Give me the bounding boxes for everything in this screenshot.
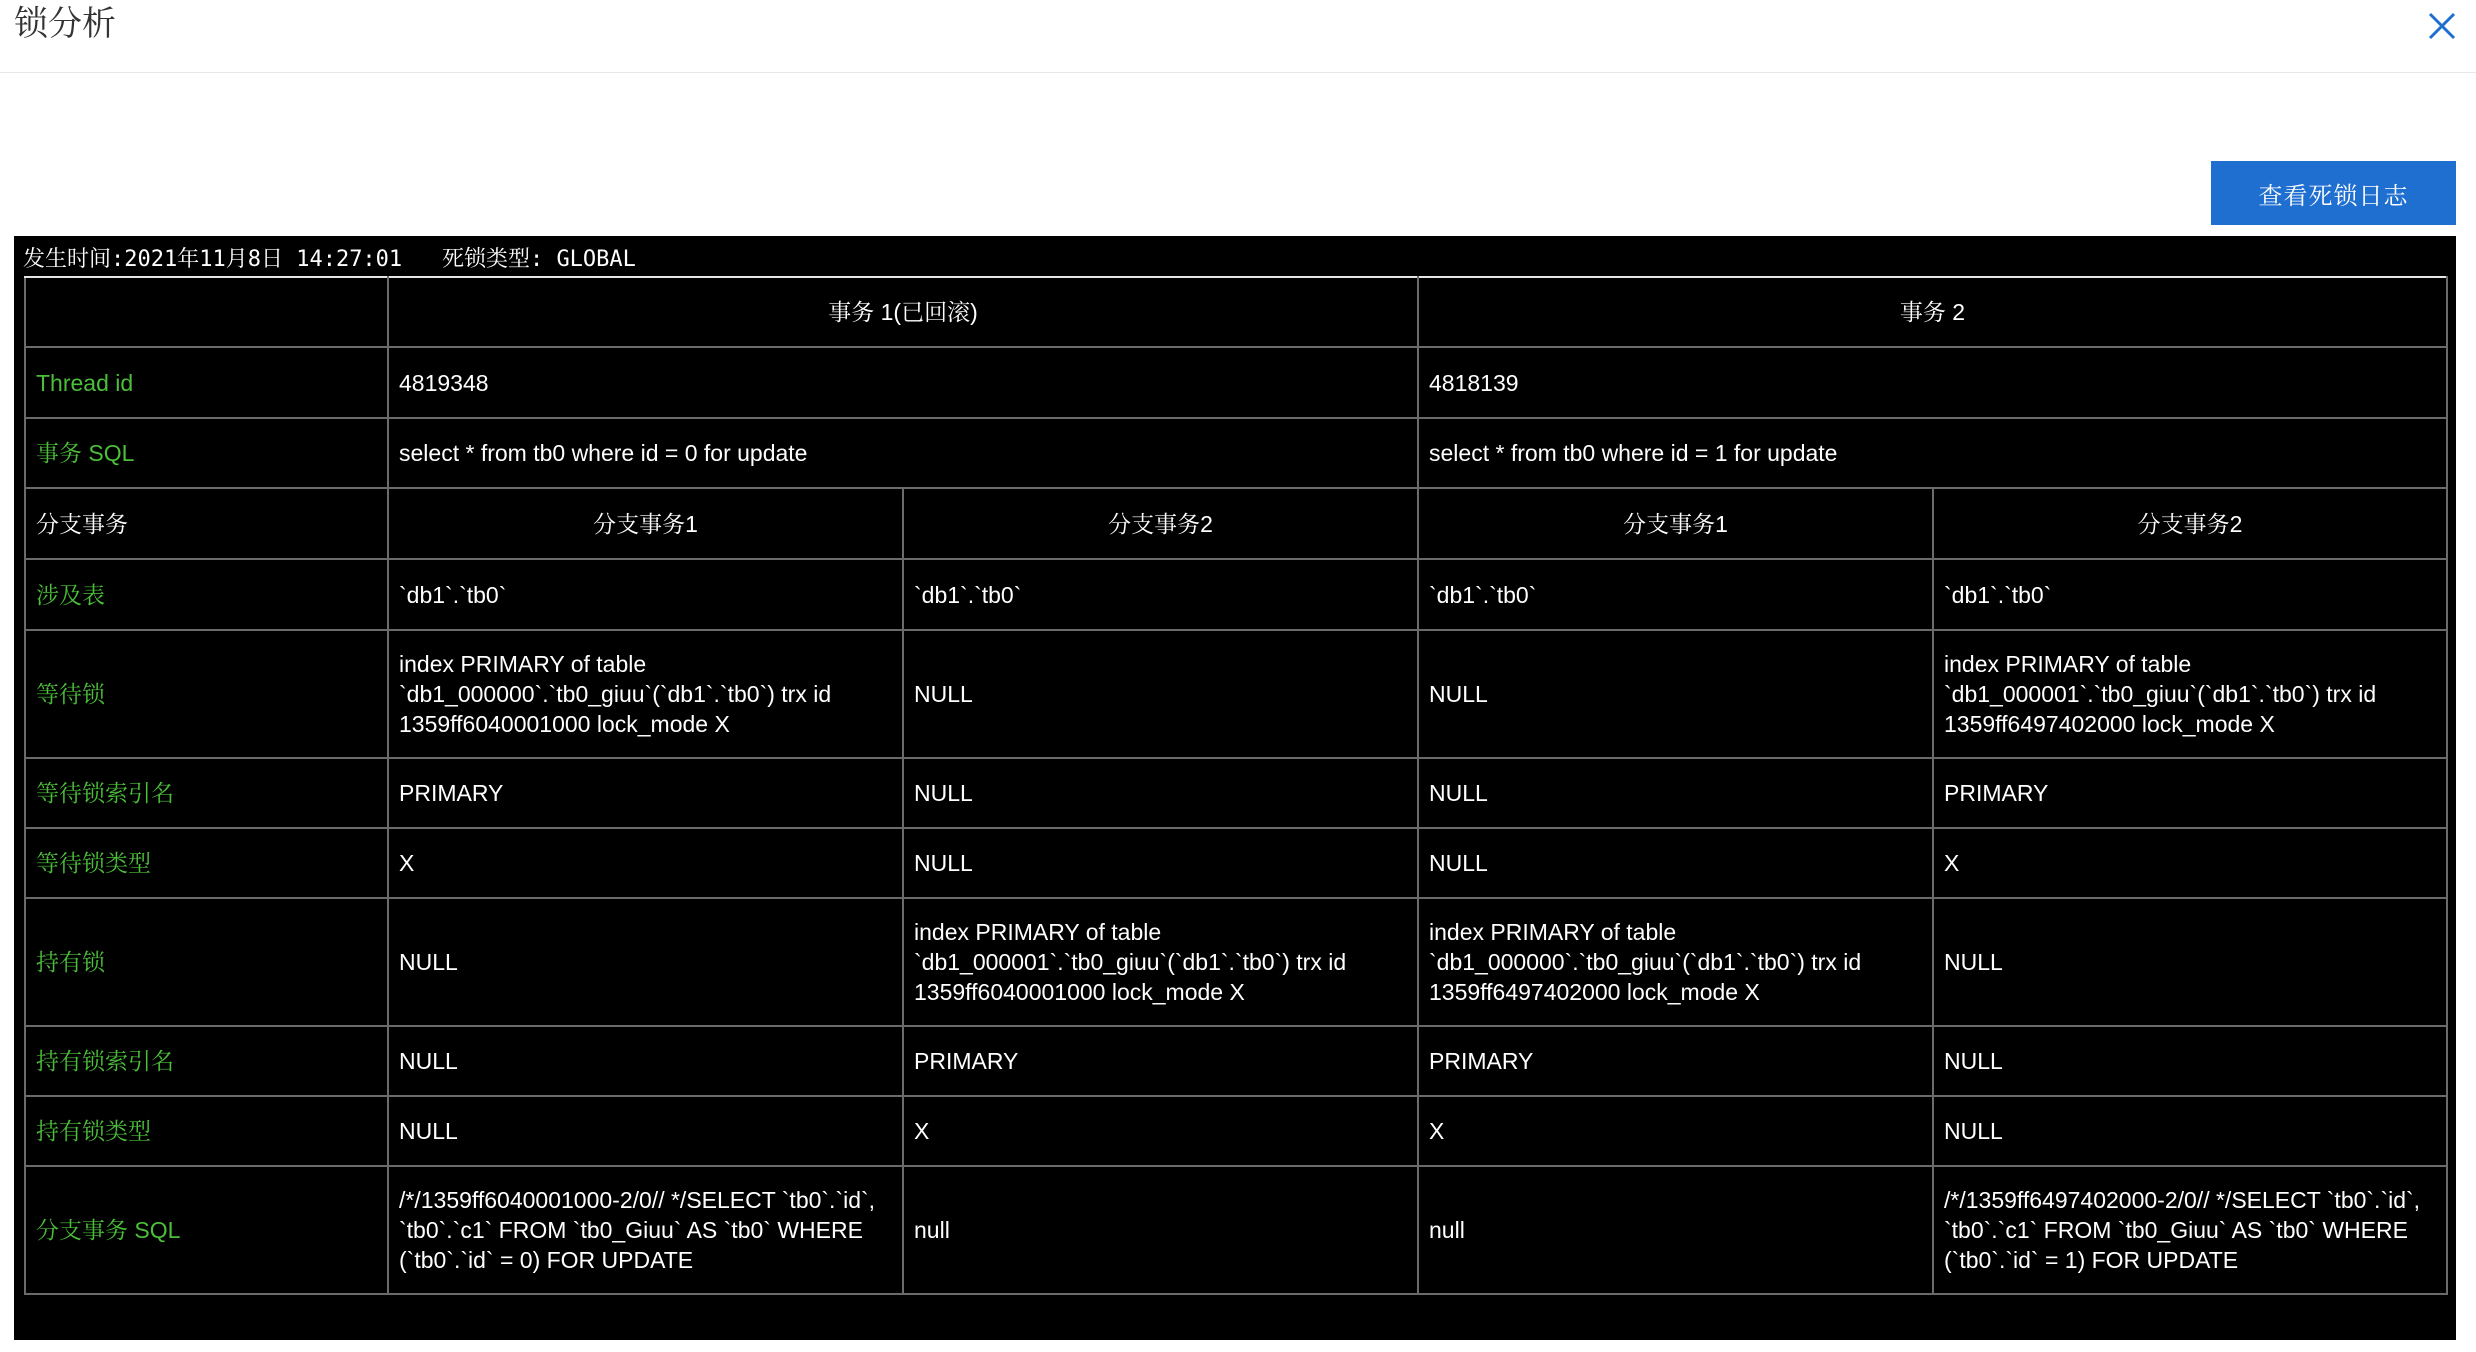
row-label: 持有锁类型 (25, 1096, 388, 1166)
row-label: Thread id (25, 347, 388, 418)
table-row (25, 1096, 2447, 1166)
table-cell: 4819348 (388, 347, 1418, 418)
occurred-value: 2021年11月8日 14:27:01 (124, 247, 403, 272)
table-cell: PRIMARY (1418, 1026, 1933, 1096)
table-cell: NULL (903, 828, 1418, 898)
thread-id-row (25, 347, 2447, 418)
table-cell: select * from tb0 where id = 0 for update (388, 418, 1418, 488)
table-cell: `db1`.`tb0` (388, 559, 903, 630)
table-cell: NULL (1418, 828, 1933, 898)
table-cell: NULL (903, 630, 1418, 758)
branch-header-cell: 分支事务2 (903, 488, 1418, 559)
table-cell: X (388, 828, 903, 898)
deadlock-type-label: 死锁类型: (441, 247, 544, 272)
table-cell: PRIMARY (903, 1026, 1418, 1096)
table-cell: `db1`.`tb0` (1933, 559, 2447, 630)
table-cell: NULL (1933, 1026, 2447, 1096)
table-cell: `db1`.`tb0` (903, 559, 1418, 630)
row-label: 涉及表 (25, 559, 388, 630)
branch-header-row (25, 488, 2447, 559)
table-cell: /*/1359ff6040001000-2/0// */SELECT `tb0`.`id`, `tb0`.`c1` FROM `tb0_Giuu` AS `tb0` WHERE (`tb0`.`id` = 0) FOR UPDATE (388, 1166, 903, 1294)
dialog-title: 锁分析 (14, 4, 116, 44)
table-cell: select * from tb0 where id = 1 for update (1418, 418, 2447, 488)
row-label: 持有锁 (25, 898, 388, 1026)
lock-analysis-panel (14, 236, 2456, 1340)
deadlock-type-value: GLOBAL (556, 247, 636, 272)
table-cell: `db1`.`tb0` (1418, 559, 1933, 630)
table-cell: NULL (1933, 1096, 2447, 1166)
table-cell: NULL (1418, 758, 1933, 828)
table-cell: index PRIMARY of table `db1_000000`.`tb0_giuu`(`db1`.`tb0`) trx id 1359ff6497402000 lock_mode X (1418, 898, 1933, 1026)
table-cell: NULL (388, 898, 903, 1026)
branch-header-cell: 分支事务2 (1933, 488, 2447, 559)
table-cell: X (1418, 1096, 1933, 1166)
table-cell: index PRIMARY of table `db1_000000`.`tb0_giuu`(`db1`.`tb0`) trx id 1359ff6040001000 lock_mode X (388, 630, 903, 758)
close-icon[interactable] (2422, 6, 2462, 46)
row-label: 等待锁索引名 (25, 758, 388, 828)
transaction-header-row (25, 277, 2447, 347)
corner-cell (25, 277, 388, 347)
row-label: 事务 SQL (25, 418, 388, 488)
lock-analysis-table (24, 276, 2448, 1295)
table-cell: PRIMARY (1933, 758, 2447, 828)
table-cell: X (903, 1096, 1418, 1166)
transaction-1-header: 事务 1(已回滚) (388, 277, 1418, 347)
transaction-sql-row (25, 418, 2447, 488)
table-cell: null (1418, 1166, 1933, 1294)
table-row (25, 630, 2447, 758)
header-divider (0, 72, 2476, 73)
table-row (25, 898, 2447, 1026)
deadlock-info-line (23, 245, 636, 275)
branch-header-cell: 分支事务1 (388, 488, 903, 559)
table-row (25, 1026, 2447, 1096)
table-cell: X (1933, 828, 2447, 898)
row-label: 分支事务 SQL (25, 1166, 388, 1294)
table-cell: NULL (388, 1096, 903, 1166)
table-cell: NULL (903, 758, 1418, 828)
table-cell: PRIMARY (388, 758, 903, 828)
table-cell: index PRIMARY of table `db1_000001`.`tb0_giuu`(`db1`.`tb0`) trx id 1359ff6040001000 lock_mode X (903, 898, 1418, 1026)
row-label: 等待锁 (25, 630, 388, 758)
table-cell: 4818139 (1418, 347, 2447, 418)
table-row (25, 758, 2447, 828)
table-cell: null (903, 1166, 1418, 1294)
table-row (25, 559, 2447, 630)
table-cell: NULL (1933, 898, 2447, 1026)
row-label: 分支事务 (25, 488, 388, 559)
table-cell: NULL (388, 1026, 903, 1096)
branch-header-cell: 分支事务1 (1418, 488, 1933, 559)
occurred-label: 发生时间: (23, 247, 125, 272)
view-deadlock-log-button[interactable]: 查看死锁日志 (2211, 161, 2456, 225)
table-cell: /*/1359ff6497402000-2/0// */SELECT `tb0`.`id`, `tb0`.`c1` FROM `tb0_Giuu` AS `tb0` WHERE (`tb0`.`id` = 1) FOR UPDATE (1933, 1166, 2447, 1294)
row-label: 持有锁索引名 (25, 1026, 388, 1096)
table-row (25, 1166, 2447, 1294)
table-cell: index PRIMARY of table `db1_000001`.`tb0_giuu`(`db1`.`tb0`) trx id 1359ff6497402000 lock_mode X (1933, 630, 2447, 758)
table-cell: NULL (1418, 630, 1933, 758)
close-button[interactable] (2422, 6, 2462, 46)
transaction-2-header: 事务 2 (1418, 277, 2447, 347)
row-label: 等待锁类型 (25, 828, 388, 898)
table-row (25, 828, 2447, 898)
